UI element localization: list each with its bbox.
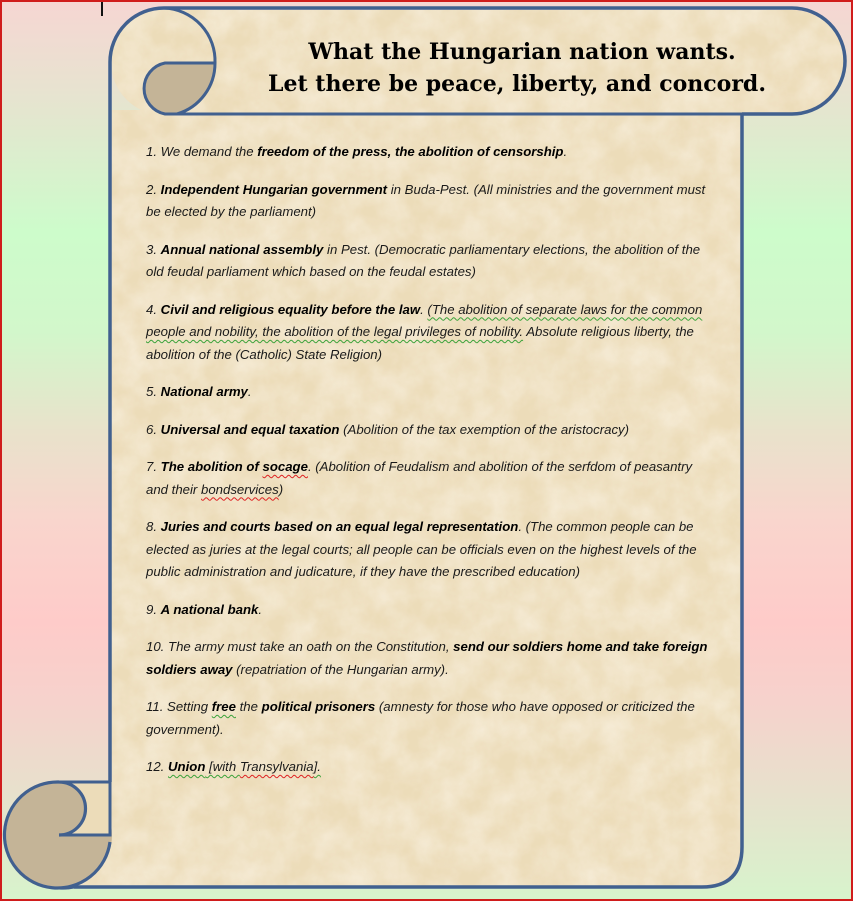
grammar-flagged-word[interactable]: free — [211, 699, 236, 714]
list-item-5: 5. National army. — [146, 384, 252, 399]
spelling-flagged-word[interactable]: Transylvania — [239, 759, 314, 774]
list-item-6: 6. Universal and equal taxation (Abolition of the tax exemption of the aristocracy) — [146, 421, 630, 437]
list-item-11: 11. Setting free the political prisoners (amnesty for those who have opposed or criticized the government). — [146, 699, 695, 737]
list-item-12: 12. Union [with Transylvania]. — [146, 759, 321, 774]
title-line-2: Let there be peace, liberty, and concord. — [268, 71, 766, 97]
spelling-flagged-word[interactable]: bondservices — [201, 481, 279, 497]
list-item-2: 2. Independent Hungarian government in Buda-Pest. (All ministries and the government must be elected by the parliament) — [146, 181, 706, 219]
grammar-flagged-word[interactable]: Union — [168, 759, 206, 774]
list-item-4: 4. Civil and religious equality before the law. (The abolition of separate laws for the common people and nobility, the abolition of the legal privileges of nobility. Absolute religious liberty, the abolition of the (Catholic) State Religion) — [146, 301, 703, 362]
spelling-flagged-word[interactable]: socage — [262, 459, 308, 474]
list-item-7: 7. The abolition of socage. (Abolition of Feudalism and abolition of the serfdom of peasantry and their bondservices) — [146, 459, 693, 497]
grammar-flagged-text[interactable]: (The abolition of separate laws for the common people and nobility, the abolition of the legal privileges of nobility. — [146, 301, 703, 339]
page-title — [222, 36, 812, 100]
title-line-1: What the Hungarian nation wants. — [308, 39, 736, 65]
list-item-9: 9. A national bank. — [146, 601, 263, 617]
list-item-1: 1. We demand the freedom of the press, the abolition of censorship. — [146, 144, 568, 159]
demands-list — [146, 141, 716, 794]
list-item-3: 3. Annual national assembly in Pest. (Democratic parliamentary elections, the abolition of the old feudal parliament which based on the feudal estates) — [146, 241, 701, 279]
list-item-10: 10. The army must take an oath on the Constitution, send our soldiers home and take foreign soldiers away (repatriation of the Hungarian army). — [146, 639, 708, 677]
list-item-8: 8. Juries and courts based on an equal legal representation. (The common people can be elected as juries at the legal courts; all people can be officials even on the highest levels of the public administration and judicature, if they have the prescribed education) — [146, 519, 697, 579]
